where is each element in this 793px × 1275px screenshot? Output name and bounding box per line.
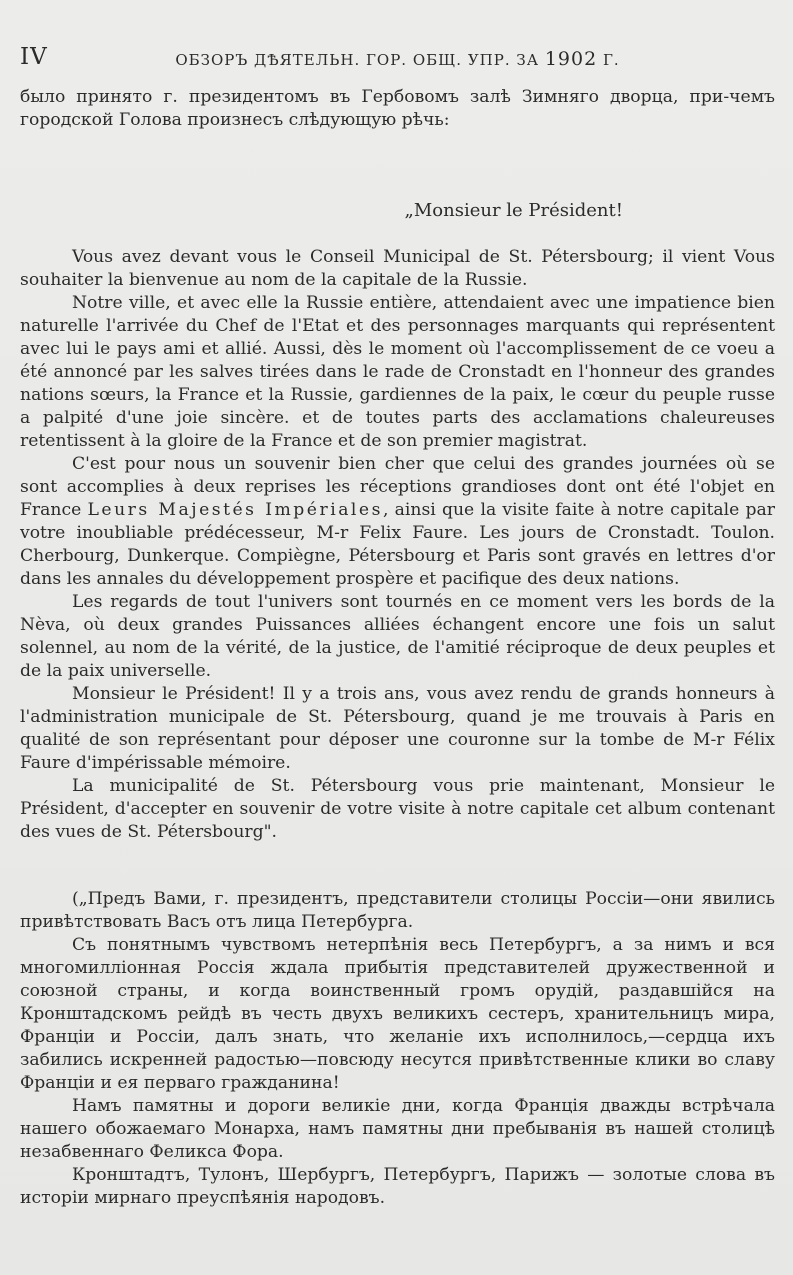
russian-paragraph-1: („Предъ Вами, г. президентъ, представители столицы Россіи—они явились привѣтствовать Васъ отъ лица Петербурга. [20, 889, 775, 932]
french-paragraph-3-before: C'est pour nous un souvenir bien cher que celui des grandes journées où se sont accomplies à deux reprises les réceptions grandioses dont ont été l'objet en France [20, 454, 775, 520]
russian-paragraph-3: Намъ памятны и дороги великіе дни, когда Франція дважды встрѣчала нашего обожаемаго Монарха, намъ памятны дни пребыванія въ нашей столицѣ незабвеннаго Феликса Фора. [20, 1096, 775, 1162]
page-header [20, 44, 775, 86]
running-title-text: ОБЗОРЪ ДѢЯТЕЛЬН. ГОР. ОБЩ. УПР. ЗА [175, 51, 545, 69]
french-paragraph-6: La municipalité de St. Pétersbourg vous prie maintenant, Monsieur le Président, d'accepter en souvenir de votre visite à notre capitale cet album contenant des vues de St. Pétersbourg". [20, 776, 775, 842]
french-paragraph-3-spaced: Leurs Majestés Impériales [87, 500, 383, 520]
french-paragraph-3-after: , ainsi que la visite faite à notre capitale par votre inoubliable prédécesseur, M-r Felix Faure. Les jours de Cronstadt. Toulon. Cherbourg, Dunkerque. Compiègne, Pétersbourg et Paris sont gravés en lettres d'or dans les annales du développement prospère et pacifique des deux nations. [20, 500, 775, 589]
body-text [20, 86, 775, 1210]
french-paragraph-1: Vous avez devant vous le Conseil Municipal de St. Pétersbourg; il vient Vous souhaiter la bienvenue au nom de la capitale de la Russie. [20, 247, 775, 290]
page-number: IV [20, 44, 48, 70]
french-paragraph-4: Les regards de tout l'univers sont tournés en ce moment vers les bords de la Nèva, où deux grandes Puissances alliées échangent encore une fois un salut solennel, au nom de la vérité, de la justice, de l'amitié réciproque de deux peuples et de la paix universelle. [20, 592, 775, 681]
intro-paragraph: было принято г. президентомъ въ Гербовомъ залѣ Зимняго дворца, при-чемъ городской Голова произнесъ слѣдующую рѣчь: [20, 87, 775, 130]
running-title-suffix: Г. [597, 51, 620, 69]
russian-translation [20, 888, 775, 1210]
french-paragraph-2: Notre ville, et avec elle la Russie entière, attendaient avec une impatience bien naturelle l'arrivée du Chef de l'Etat et des personnages marquants qui représentent avec lui le pays ami et allié. Aussi, dès le moment où l'accomplissement de ce voeu a été annoncé par les salves tirées dans le rade de Cronstadt en l'honneur des grandes nations sœurs, la France et la Russie, gardiennes de la paix, le cœur du peuple russe a palpité d'une joie sincère. et de toutes parts des acclamations chaleureuses retentissent à la gloire de la France et de son premier magistrat. [20, 293, 775, 451]
french-paragraph-3 [20, 453, 775, 591]
running-title-year: 1902 [544, 48, 598, 70]
russian-paragraph-2: Съ понятнымъ чувствомъ нетерпѣнія весь Петербургъ, а за нимъ и вся многомилліонная Россія ждала прибытія представителей дружественной и союзной страны, и когда воинственный громъ орудій, раздавшійся на Кронштадскомъ рейдѣ въ честь двухъ великихъ сестеръ, хранительницъ мира, Франціи и Россіи, далъ знать, что желаніе ихъ исполнилось,—сердца ихъ забились искренней радостью—повсюду несутся привѣтственные клики во славу Франціи и ея перваго гражданина! [20, 935, 775, 1093]
french-paragraph-5: Monsieur le Président! Il y a trois ans, vous avez rendu de grands honneurs à l'administration municipale de St. Pétersbourg, quand je me trouvais à Paris en qualité de son représentant pour déposer une couronne sur la tombe de M-r Félix Faure d'impérissable mémoire. [20, 684, 775, 773]
running-title [20, 48, 775, 70]
russian-paragraph-4: Кронштадтъ, Тулонъ, Шербургъ, Петербургъ, Парижъ — золотые слова въ исторіи мирнаго преуспѣянія народовъ. [20, 1165, 775, 1208]
greeting-line: „Monsieur le Président! [404, 200, 623, 221]
